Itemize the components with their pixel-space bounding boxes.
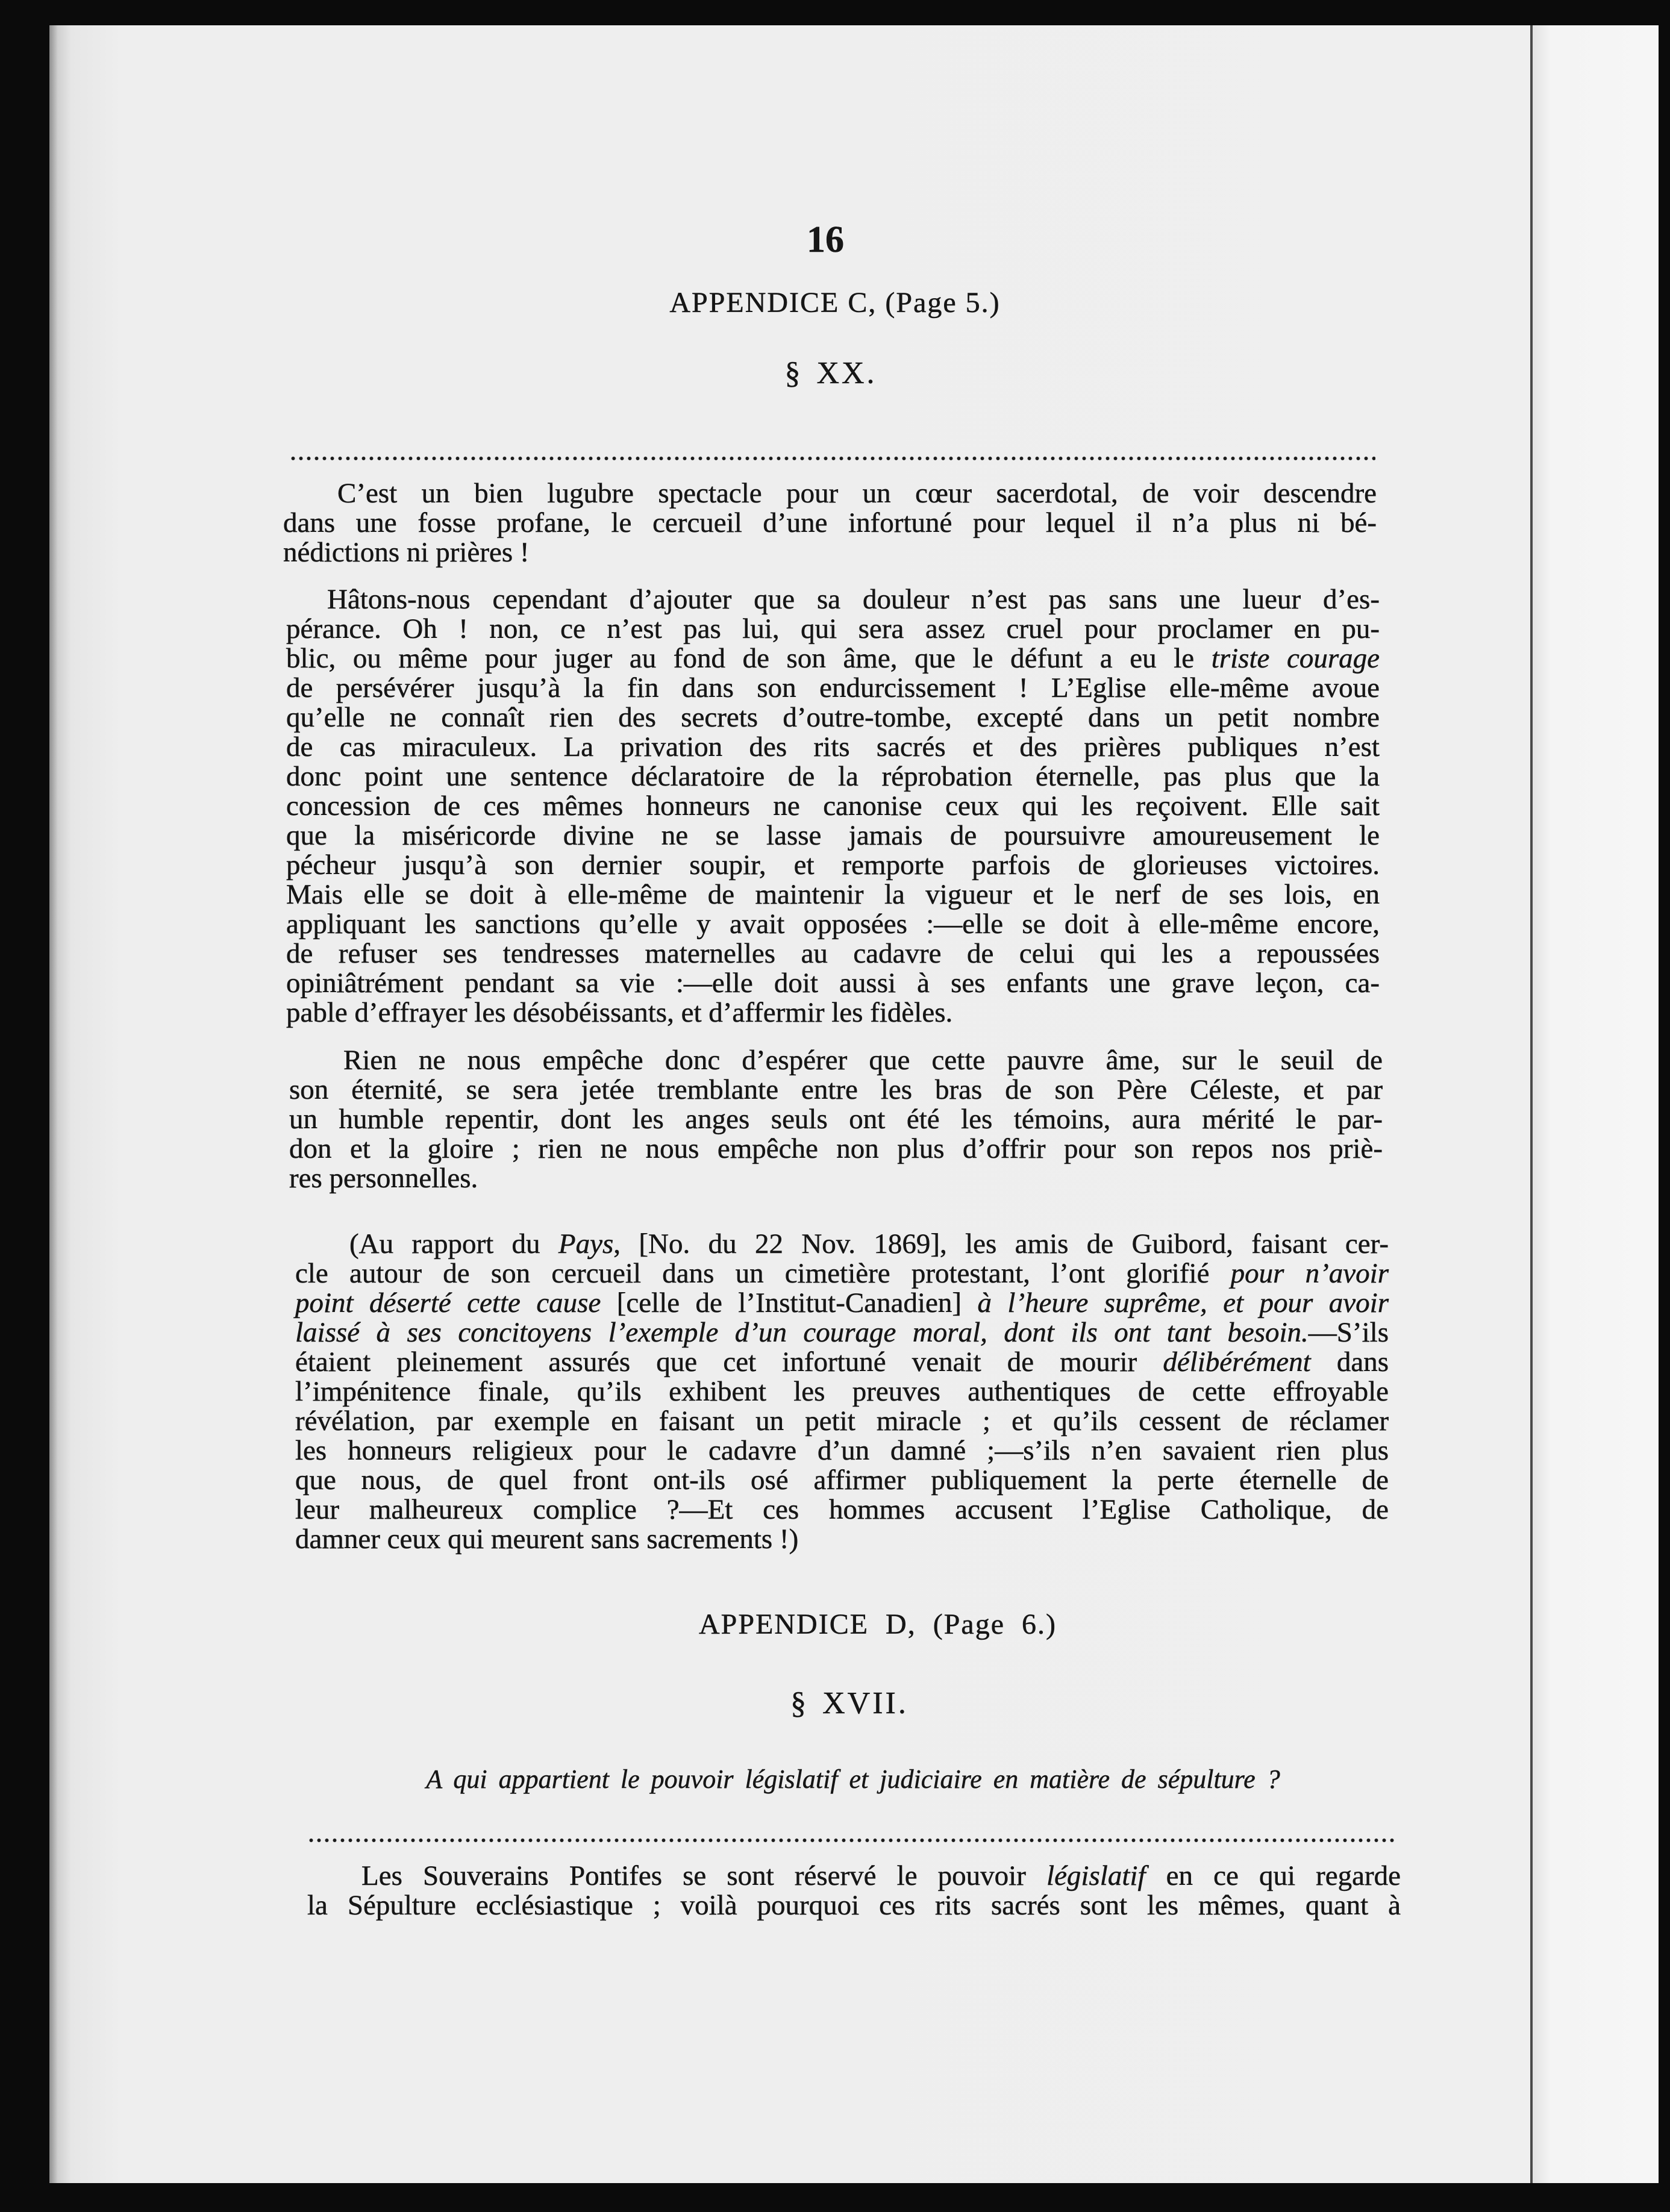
text-line	[295, 1348, 1389, 1377]
text-segment: —S’ils	[1308, 1317, 1389, 1348]
text-segment: , [No. du 22 Nov. 1869], les amis de Guibord, faisant cer-	[613, 1228, 1389, 1260]
italic-text: à l’heure suprême, et pour avoir	[977, 1287, 1389, 1319]
text-line	[295, 1259, 1389, 1289]
text-line: Hâtons-nous cependant d’ajouter que sa douleur n’est pas sans une lueur d’es-	[327, 584, 1380, 615]
italic-text: point déserté cette cause	[295, 1287, 601, 1319]
appendix-d-title: APPENDICE D, (Page 6.)	[699, 1608, 1057, 1640]
text-line: don et la gloire ; rien ne nous empêche non plus d’offrir pour son repos nos priè-	[289, 1133, 1383, 1164]
text-segment: blic, ou même pour juger au fond de son âme, que le défunt a eu le	[286, 643, 1212, 674]
text-line	[286, 644, 1380, 673]
section-xvii-heading: § XVII.	[790, 1686, 908, 1720]
text-line: Rien ne nous empêche donc d’espérer que cette pauvre âme, sur le seuil de	[343, 1045, 1383, 1076]
body-paragraph	[307, 1861, 1401, 1920]
italic-text: laissé à ses concitoyens l’exemple d’un courage moral, dont ils ont tant besoin.	[295, 1317, 1309, 1348]
ellipsis-separator	[307, 1837, 1396, 1844]
text-line: un humble repentir, dont les anges seuls ont été les témoins, aura mérité le par-	[289, 1104, 1383, 1135]
text-line: Mais elle se doit à elle-même de maintenir la vigueur et le nerf de ses lois, en	[286, 879, 1380, 910]
italic-text: législatif	[1046, 1860, 1146, 1892]
text-line: donc point une sentence déclaratoire de la réprobation éternelle, pas plus que la	[286, 761, 1380, 792]
text-segment: étaient pleinement assurés que cet infortuné venait de mourir	[295, 1346, 1163, 1378]
section-xx-heading: § XX.	[784, 356, 877, 390]
text-line: que la miséricorde divine ne se lasse jamais de poursuivre amoureusement le	[286, 820, 1380, 851]
text-line: pérance. Oh ! non, ce n’est pas lui, qui sera assez cruel pour proclamer en pu-	[286, 613, 1380, 645]
text-line: opiniâtrément pendant sa vie :—elle doit aussi à ses enfants une grave leçon, ca-	[286, 967, 1380, 999]
text-line: qu’elle ne connaît rien des secrets d’outre-tombe, excepté dans un petit nombre	[286, 702, 1380, 733]
text-line: appliquant les sanctions qu’elle y avait opposées :—elle se doit à elle-même encore,	[286, 908, 1380, 940]
text-line	[295, 1229, 1389, 1259]
text-line: concession de ces mêmes honneurs ne canonise ceux qui les reçoivent. Elle sait	[286, 790, 1380, 822]
italic-text: Pays	[558, 1228, 614, 1260]
text-segment: (Au rapport du	[349, 1228, 558, 1260]
question-heading: A qui appartient le pouvoir législatif et judiciaire en matière de sépulture ?	[426, 1764, 1280, 1794]
text-line: révélation, par exemple en faisant un petit miracle ; et qu’ils cessent de réclamer	[295, 1405, 1389, 1437]
text-segment: [celle de l’Institut-Canadien]	[601, 1287, 978, 1319]
italic-text: triste courage	[1211, 643, 1380, 674]
text-line: de refuser ses tendresses maternelles au cadavre de celui qui les a repoussées	[286, 938, 1380, 969]
body-paragraph	[283, 479, 1377, 567]
text-line: la Sépulture ecclésiastique ; voilà pourquoi ces rits sacrés sont les mêmes, quant à	[307, 1890, 1401, 1921]
text-line: C’est un bien lugubre spectacle pour un cœur sacerdotal, de voir descendre	[337, 478, 1377, 509]
text-line: leur malheureux complice ?—Et ces hommes accusent l’Eglise Catholique, de	[295, 1494, 1389, 1525]
text-segment: en ce qui regarde	[1145, 1860, 1401, 1892]
ellipsis-separator	[289, 455, 1375, 462]
body-paragraph	[289, 1046, 1383, 1193]
page-number: 16	[807, 219, 844, 260]
text-line: dans une fosse profane, le cercueil d’une infortuné pour lequel il n’a plus ni bé-	[283, 507, 1377, 539]
text-line: de persévérer jusqu’à la fin dans son endurcissement ! L’Eglise elle-même avoue	[286, 672, 1380, 704]
text-line	[295, 1289, 1389, 1318]
adjacent-page-edge	[1530, 25, 1659, 2183]
text-line: damner ceux qui meurent sans sacrements !)	[295, 1523, 799, 1555]
text-line: pable d’effrayer les désobéissants, et d’affermir les fidèles.	[286, 997, 953, 1028]
text-line: les honneurs religieux pour le cadavre d’un damné ;—s’ils n’en savaient rien plus	[295, 1435, 1389, 1466]
text-line: de cas miraculeux. La privation des rits sacrés et des prières publiques n’est	[286, 731, 1380, 763]
text-line	[295, 1318, 1389, 1348]
text-segment: Les Souverains Pontifes se sont réservé le pouvoir	[361, 1860, 1047, 1892]
body-paragraph	[295, 1229, 1389, 1554]
text-line: nédictions ni prières !	[283, 537, 530, 568]
text-line: que nous, de quel front ont-ils osé affirmer publiquement la perte éternelle de	[295, 1464, 1389, 1496]
text-line: pécheur jusqu’à son dernier soupir, et remporte parfois de glorieuses victoires.	[286, 849, 1380, 881]
italic-text: délibérément	[1163, 1346, 1311, 1378]
text-segment: cle autour de son cercueil dans un cimetière protestant, l’ont glorifié	[295, 1258, 1231, 1289]
italic-text: pour n’avoir	[1230, 1258, 1389, 1289]
text-line	[307, 1861, 1401, 1891]
text-line: l’impénitence finale, qu’ils exhibent les preuves authentiques de cette effroyable	[295, 1376, 1389, 1407]
text-line: res personnelles.	[289, 1163, 478, 1194]
text-line: son éternité, se sera jetée tremblante entre les bras de son Père Céleste, et par	[289, 1074, 1383, 1105]
body-paragraph	[286, 585, 1380, 1028]
text-segment: dans	[1310, 1346, 1389, 1378]
appendix-c-title: APPENDICE C, (Page 5.)	[669, 287, 1001, 319]
